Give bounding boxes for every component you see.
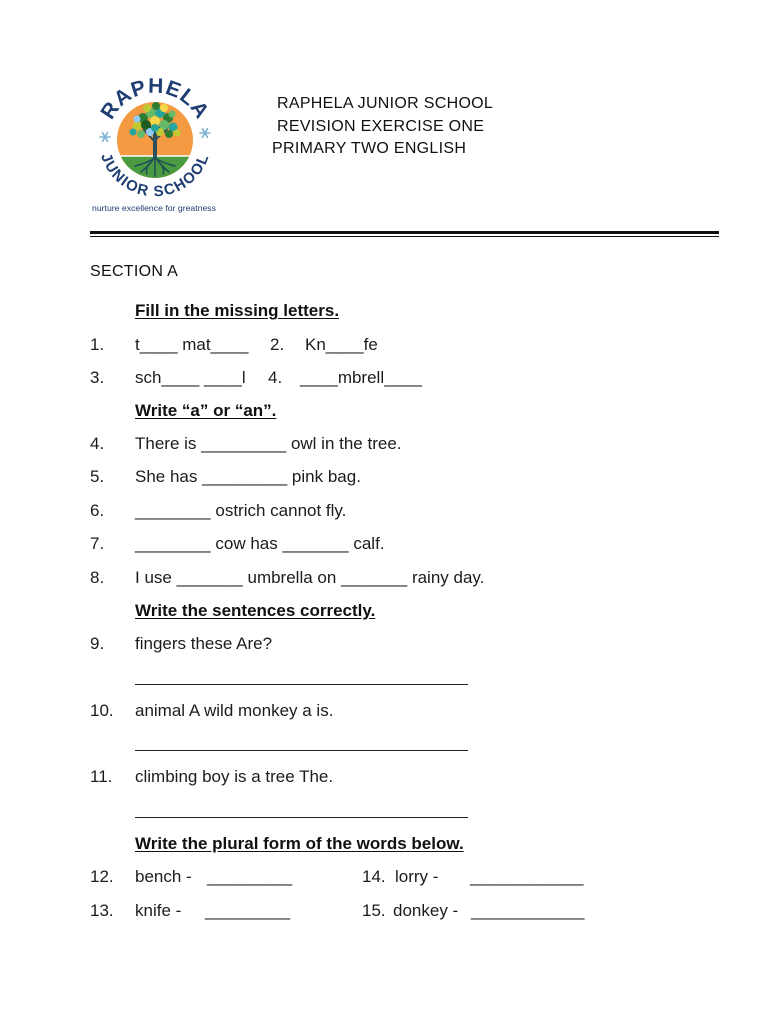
header-divider-thin [90,236,719,237]
class-subject-heading: PRIMARY TWO ENGLISH [272,140,467,157]
question-number: 9. [90,634,105,653]
question-number: 6. [90,501,105,520]
logo-name-bottom: JUNIOR SCHOOL [97,150,213,201]
answer-line [135,817,468,818]
plural-word: knife - [135,901,182,920]
question-number: 3. [90,368,105,387]
instruction-missing-letters: Fill in the missing letters. [135,301,340,320]
answer-blank: _________ [205,901,291,920]
answer-blank: _________ [207,867,293,886]
plural-word: donkey - [393,901,459,920]
logo-tagline: nurture excellence for greatness [92,203,216,213]
question-number: 15. [362,901,386,920]
instruction-sentences: Write the sentences correctly. [135,601,376,620]
question-text: ________ ostrich cannot fly. [135,501,347,520]
plural-word: lorry - [395,867,439,886]
question-text: ________ cow has _______ calf. [135,534,385,553]
instruction-plurals: Write the plural form of the words below. [135,834,464,853]
question-number: 14. [362,867,386,886]
instruction-articles: Write “a” or “an”. [135,401,277,420]
question-number: 4. [90,434,105,453]
question-number: 1. [90,335,105,354]
question-text: animal A wild monkey a is. [135,701,334,720]
answer-blank: ____________ [470,867,584,886]
question-number: 8. [90,568,105,587]
question-number: 2. [270,335,285,354]
question-number: 13. [90,901,114,920]
question-text: ____mbrell____ [300,368,422,387]
question-text: There is _________ owl in the tree. [135,434,402,453]
answer-line [135,684,468,685]
question-number: 12. [90,867,114,886]
header-divider [90,231,719,234]
question-number: 10. [90,701,114,720]
plural-word: bench - [135,867,192,886]
question-number: 4. [268,368,283,387]
logo-name-top: RAPHELA [96,74,214,124]
school-logo [85,68,225,218]
question-text: sch____ ____l [135,368,246,387]
question-text: climbing boy is a tree The. [135,767,334,786]
answer-line [135,750,468,751]
question-number: 11. [90,767,113,786]
snowflake-icon [100,133,110,142]
section-title: SECTION A [90,263,179,280]
snowflake-icon [200,129,210,138]
question-text: Kn____fe [305,335,378,354]
question-text: She has _________ pink bag. [135,467,361,486]
question-text: fingers these Are? [135,634,273,653]
question-text: I use _______ umbrella on _______ rainy day. [135,568,485,587]
answer-blank: ____________ [471,901,585,920]
school-name-heading: RAPHELA JUNIOR SCHOOL [277,95,494,112]
question-text: t____ mat____ [135,335,249,354]
logo-emblem [117,102,193,178]
exercise-heading: REVISION EXERCISE ONE [277,118,485,135]
question-number: 5. [90,467,105,486]
question-number: 7. [90,534,105,553]
